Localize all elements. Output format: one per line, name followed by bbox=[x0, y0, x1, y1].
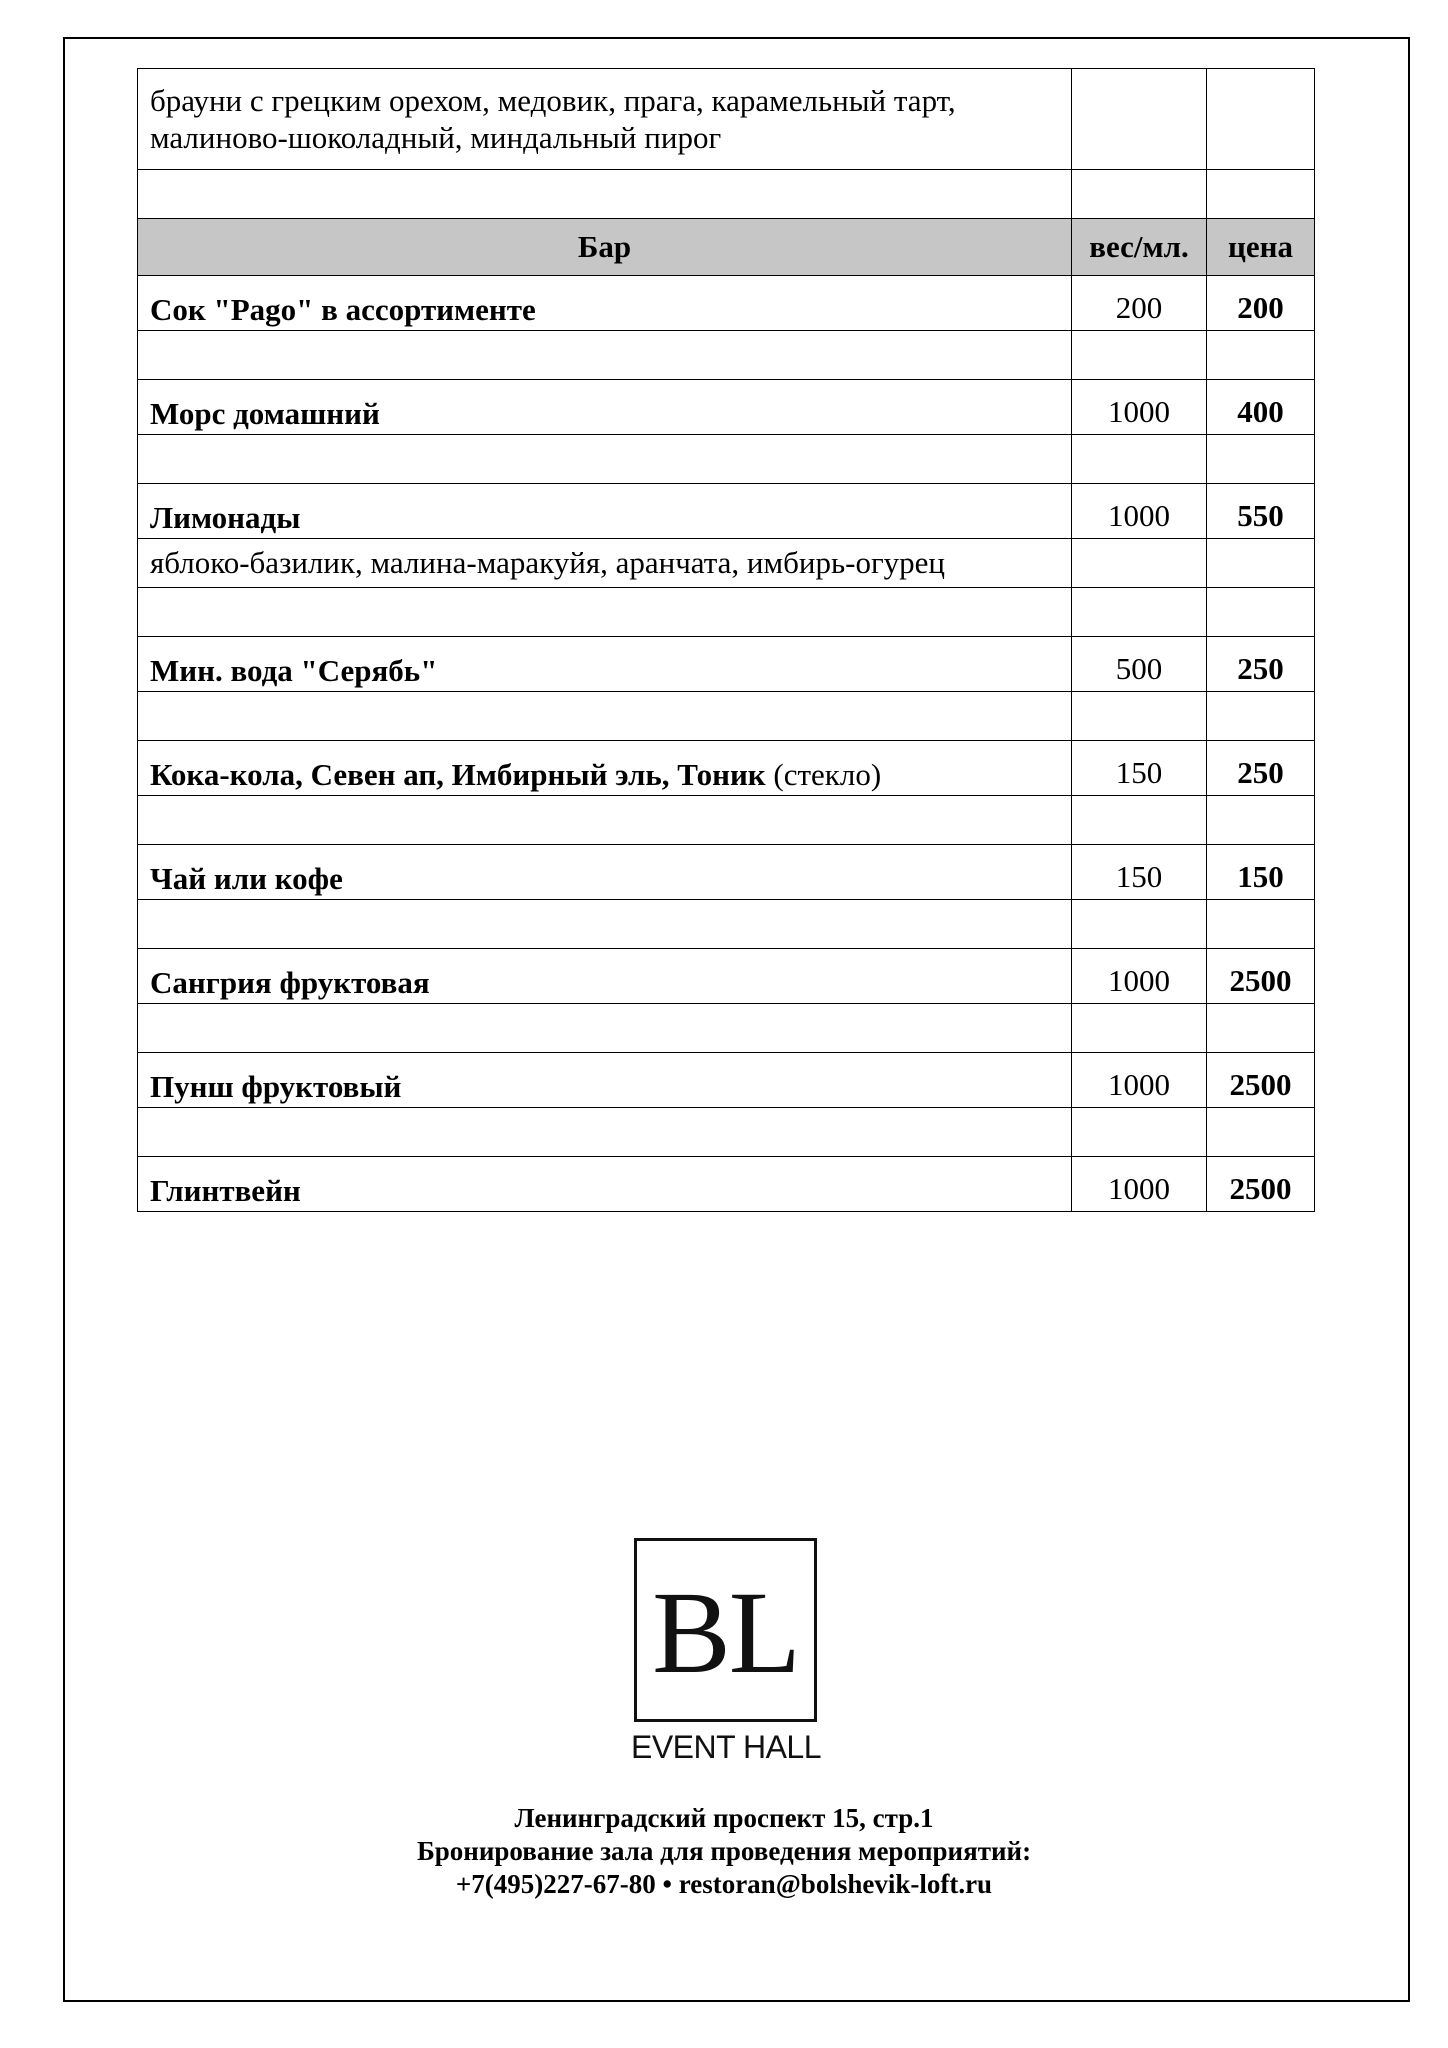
menu-table bbox=[137, 68, 1315, 1212]
item-name-cell bbox=[138, 741, 1072, 796]
item-name: Глинтвейн bbox=[138, 1157, 1072, 1212]
section-header-row bbox=[138, 219, 1315, 276]
item-name: Сангрия фруктовая bbox=[138, 949, 1072, 1004]
item-price: 200 bbox=[1207, 276, 1315, 331]
item-price: 400 bbox=[1207, 380, 1315, 435]
item-price: 150 bbox=[1207, 845, 1315, 900]
table-row bbox=[138, 484, 1315, 539]
item-name: Лимонады bbox=[138, 484, 1072, 539]
item-weight: 150 bbox=[1072, 845, 1207, 900]
item-weight: 1000 bbox=[1072, 1157, 1207, 1212]
item-description-row bbox=[138, 539, 1315, 588]
item-weight: 1000 bbox=[1072, 1053, 1207, 1108]
item-price: 550 bbox=[1207, 484, 1315, 539]
dessert-description-row bbox=[138, 69, 1315, 170]
item-weight: 1000 bbox=[1072, 949, 1207, 1004]
item-weight: 200 bbox=[1072, 276, 1207, 331]
table-row bbox=[138, 845, 1315, 900]
item-weight: 150 bbox=[1072, 741, 1207, 796]
logo-caption: EVENT HALL bbox=[630, 1729, 822, 1765]
logo bbox=[634, 1538, 817, 1722]
item-price: 250 bbox=[1207, 741, 1315, 796]
item-weight: 1000 bbox=[1072, 380, 1207, 435]
table-row bbox=[138, 1053, 1315, 1108]
weight-column-header: вес/мл. bbox=[1072, 219, 1207, 276]
item-price: 2500 bbox=[1207, 1053, 1315, 1108]
footer-contact: +7(495)227-67-80 • restoran@bolshevik-loft.ru bbox=[455, 1869, 993, 1899]
table-row bbox=[138, 949, 1315, 1004]
item-description: яблоко-базилик, малина-маракуйя, аранчата, имбирь-огурец bbox=[138, 539, 1072, 588]
table-row bbox=[138, 276, 1315, 331]
table-row bbox=[138, 741, 1315, 796]
item-name: Кока-кола, Севен ап, Имбирный эль, Тоник bbox=[150, 757, 766, 792]
item-price: 250 bbox=[1207, 637, 1315, 692]
footer-booking: Бронирование зала для проведения мероприятий: bbox=[416, 1836, 1032, 1866]
table-row bbox=[138, 1157, 1315, 1212]
logo-letters: BL bbox=[652, 1567, 799, 1698]
item-name: Чай или кофе bbox=[138, 845, 1072, 900]
footer bbox=[0, 1802, 1448, 1901]
section-title: Бар bbox=[138, 219, 1072, 276]
item-name: Морс домашний bbox=[138, 380, 1072, 435]
item-price: 2500 bbox=[1207, 949, 1315, 1004]
price-column-header: цена bbox=[1207, 219, 1315, 276]
item-price: 2500 bbox=[1207, 1157, 1315, 1212]
item-weight: 1000 bbox=[1072, 484, 1207, 539]
item-note: (стекло) bbox=[765, 757, 882, 792]
table-row bbox=[138, 637, 1315, 692]
item-name: Сок "Pago" в ассортименте bbox=[138, 276, 1072, 331]
dessert-description: брауни с грецким орехом, медовик, прага, карамельный тарт, малиново-шоколадный, миндальный пирог bbox=[138, 69, 1072, 170]
item-name: Пунш фруктовый bbox=[138, 1053, 1072, 1108]
item-weight: 500 bbox=[1072, 637, 1207, 692]
footer-address: Ленинградский проспект 15, стр.1 bbox=[514, 1803, 934, 1833]
item-name: Мин. вода "Серябь" bbox=[138, 637, 1072, 692]
table-row bbox=[138, 380, 1315, 435]
